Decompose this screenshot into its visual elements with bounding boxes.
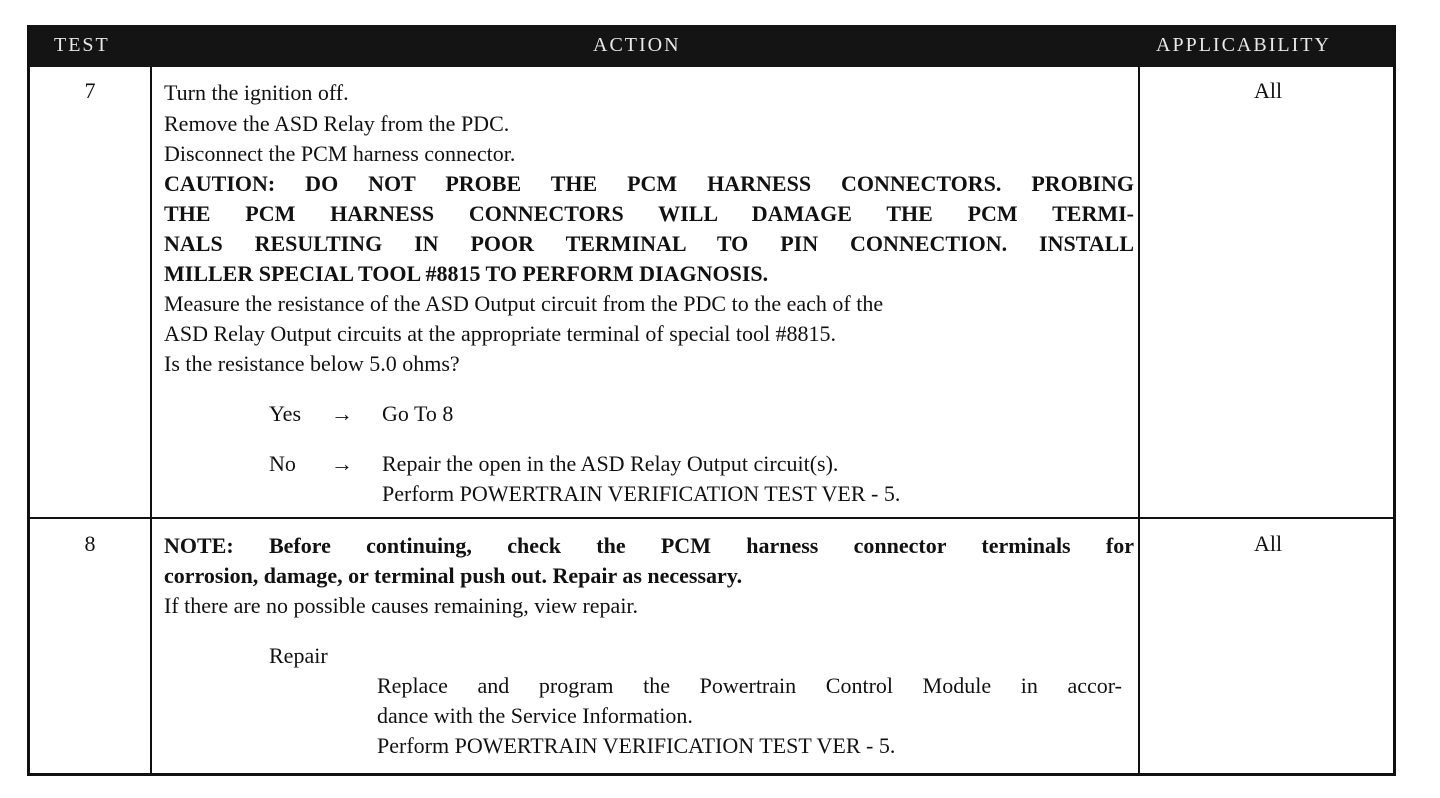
no-label: No (269, 451, 296, 476)
row-8-note-line: NOTE: Before continuing, check the PCM harness connector terminals for (164, 533, 1134, 558)
row-8-note-line: corrosion, damage, or terminal push out. Repair as necessary. (164, 563, 743, 588)
row-7-action-line: Measure the resistance of the ASD Output circuit from the PDC to the each of the (164, 291, 884, 316)
no-action: Repair the open in the ASD Relay Output circuit(s). (382, 451, 839, 476)
repair-line: Replace and program the Powertrain Control Module in accor- (377, 673, 1122, 698)
row-7-action-line: ASD Relay Output circuits at the appropriate terminal of special tool #8815. (164, 321, 837, 346)
repair-line: Perform POWERTRAIN VERIFICATION TEST VER - 5. (377, 733, 896, 758)
table-header (30, 25, 1393, 67)
yes-label: Yes (269, 401, 302, 426)
header-applicability: APPLICABILITY (1156, 34, 1331, 56)
header-action: ACTION (593, 34, 681, 56)
row-7-caution-line: NALS RESULTING IN POOR TERMINAL TO PIN CONNECTION. INSTALL (164, 231, 1134, 256)
header-test: TEST (54, 34, 110, 56)
repair-label: Repair (269, 643, 328, 668)
yes-arrow-icon: → (331, 401, 353, 426)
no-action: Perform POWERTRAIN VERIFICATION TEST VER - 5. (382, 481, 901, 506)
column-divider-applicability (1138, 67, 1140, 773)
no-arrow-icon: → (331, 451, 353, 476)
column-divider-test (150, 67, 152, 773)
row-7-caution-line: CAUTION: DO NOT PROBE THE PCM HARNESS CONNECTORS. PROBING (164, 171, 1134, 196)
row-7-action-line: Disconnect the PCM harness connector. (164, 141, 516, 166)
row-7-applicability: All (1253, 78, 1283, 103)
row-7-caution-line: THE PCM HARNESS CONNECTORS WILL DAMAGE THE PCM TERMI- (164, 201, 1134, 226)
row-8-applicability: All (1253, 531, 1283, 556)
row-7-action-line: Remove the ASD Relay from the PDC. (164, 111, 510, 136)
row-8-action-line: If there are no possible causes remaining, view repair. (164, 593, 639, 618)
diagnostic-table (27, 25, 1396, 776)
row-7-action-line: Turn the ignition off. (164, 80, 349, 105)
repair-line: dance with the Service Information. (377, 703, 693, 728)
row-7-test-number: 7 (84, 78, 96, 103)
yes-action: Go To 8 (382, 401, 454, 426)
row-7-caution-line: MILLER SPECIAL TOOL #8815 TO PERFORM DIAGNOSIS. (164, 261, 769, 286)
row-divider (30, 517, 1393, 519)
row-7-question: Is the resistance below 5.0 ohms? (164, 351, 460, 376)
row-8-test-number: 8 (84, 531, 96, 556)
